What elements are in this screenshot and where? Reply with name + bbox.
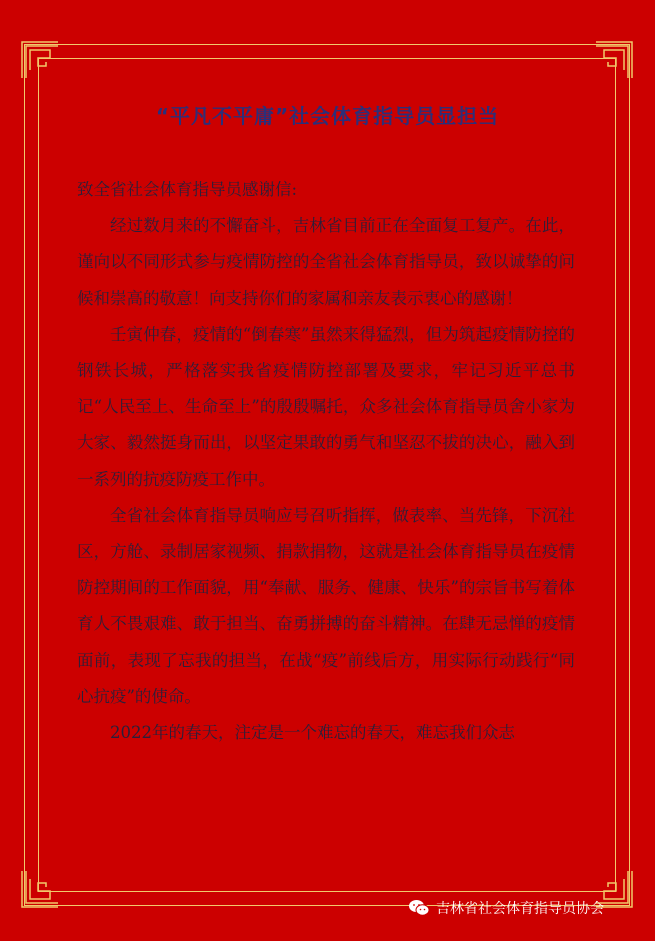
letter-title: “平凡不平庸”社会体育指导员显担当 bbox=[155, 104, 500, 128]
corner-ornament-top-left bbox=[20, 40, 60, 80]
wechat-account-watermark bbox=[408, 898, 604, 918]
letter-paragraph: 2022年的春天，注定是一个难忘的春天，难忘我们众志 bbox=[110, 723, 515, 743]
letter-salutation: 致全省社会体育指导员感谢信: bbox=[77, 180, 298, 199]
corner-ornament-top-right bbox=[594, 40, 634, 80]
letter-paragraph: 经过数月来的不懈奋斗，吉林省目前正在全面复工复产。在此，谨向以不同形式参与疫情防控的全省社会体育指导员，致以诚挚的问候和崇高的敬意！向支持你们的家属和亲友表示衷心的感谢！ bbox=[77, 216, 575, 308]
corner-ornament-bottom-left bbox=[20, 869, 60, 909]
wechat-icon bbox=[408, 899, 430, 917]
letter-paragraph: 全省社会体育指导员响应号召听指挥，做表率、当先锋，下沉社区，方舱、录制居家视频、捐款捐物，这就是社会体育指导员在疫情防控期间的工作面貌，用“奉献、服务、健康、快乐”的宗旨书写着体育人不畏艰难、敢于担当、奋勇拼搏的奋斗精神。在肆无忌惮的疫情面前，表现了忘我的担当，在战“疫”前线后方，用实际行动践行“同心抗疫”的使命。 bbox=[77, 505, 575, 706]
watermark-text: 吉林省社会体育指导员协会 bbox=[436, 901, 604, 917]
letter-paragraph: 壬寅仲春，疫情的“倒春寒”虽然来得猛烈，但为筑起疫情防控的钢铁长城，严格落实我省疫情防控部署及要求，牢记习近平总书记“人民至上、生命至上”的殷殷嘱托，众多社会体育指导员舍小家为大家、毅然挺身而出，以坚定果敢的勇气和坚忍不拔的决心，融入到一系列的抗疫防疫工作中。 bbox=[77, 324, 575, 489]
letter-body bbox=[77, 172, 575, 751]
